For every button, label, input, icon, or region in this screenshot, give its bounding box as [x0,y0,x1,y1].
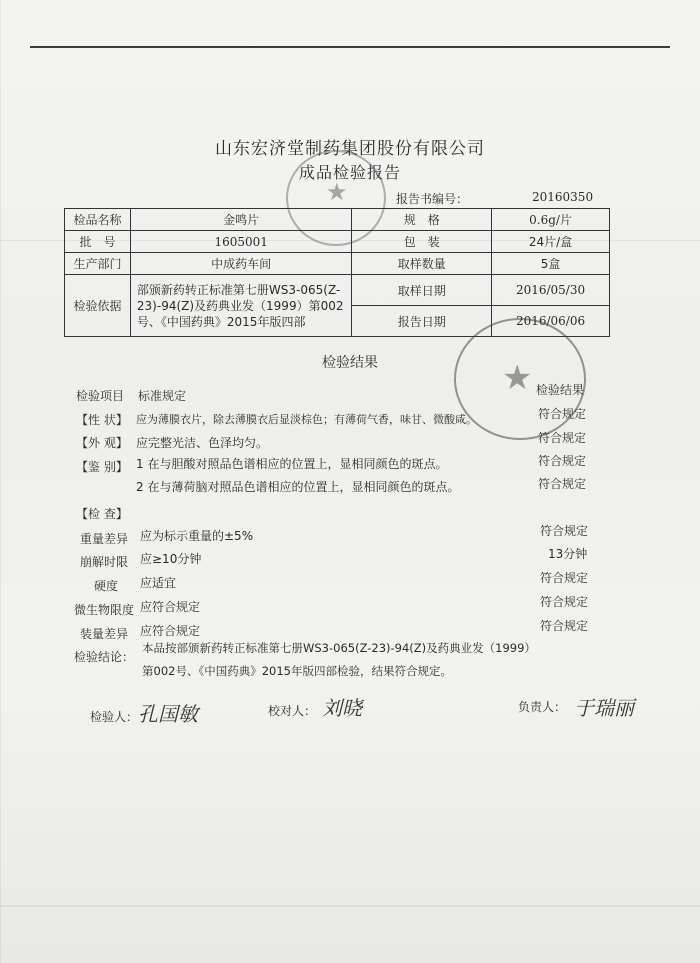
cell-dept: 中成药车间 [130,253,352,275]
check-header: 【检 查】 [76,507,128,521]
top-rule [30,46,670,48]
inspector-signature: 孔国敏 [138,702,198,726]
report-title: 成品检验报告 [298,163,401,182]
cell-product: 金鸣片 [130,209,352,231]
cell-report-date: 2016/06/06 [492,306,610,337]
row-item: 【性 状】 [76,413,128,427]
check-standard: 应符合规定 [140,600,201,614]
cell-label-basis: 检验依据 [65,275,131,337]
row-standard: 2 在与薄荷脑对照品色谱相应的位置上，显相同颜色的斑点。 [136,480,460,494]
cell-label-dept: 生产部门 [65,253,131,275]
check-standard: 应符合规定 [140,624,201,638]
check-standard: 应≥10分钟 [140,552,202,566]
cell-label-product: 检品名称 [65,209,131,231]
col-standard-header: 标准规定 [138,389,187,403]
col-result-header: 检验结果 [536,383,585,397]
check-result: 符合规定 [540,571,589,585]
paper-crease [0,905,700,907]
responsible-label: 负责人： [518,700,567,714]
company-name: 山东宏济堂制药集团股份有限公司 [215,139,485,159]
cell-sample-date: 2016/05/30 [492,275,610,306]
cell-label-package: 包 装 [352,231,492,253]
row-item: 【鉴 别】 [76,460,128,474]
check-result: 符合规定 [540,619,589,633]
check-item: 微生物限度 [74,603,135,617]
cell-label-spec: 规 格 [352,209,492,231]
check-result: 符合规定 [540,595,589,609]
cell-package: 24片/盒 [492,231,610,253]
inspector-label: 检验人： [90,710,139,724]
check-result: 符合规定 [540,524,589,538]
row-standard: 应完整光洁、色泽均匀。 [136,436,269,450]
cell-label-batch: 批 号 [65,231,131,253]
row-result: 符合规定 [538,407,587,421]
check-item: 硬度 [94,579,119,593]
row-result: 符合规定 [538,431,587,445]
report-no: 20160350 [532,190,594,204]
conclusion-line-2: 第002号、《中国药典》2015年版四部检验，结果符合规定。 [142,664,452,678]
check-standard: 应适宜 [140,576,177,590]
row-standard: 1 在与胆酸对照品色谱相应的位置上，显相同颜色的斑点。 [136,457,448,471]
checker-label: 校对人： [268,704,317,718]
row-result: 符合规定 [538,477,587,491]
row-item: 【外 观】 [76,436,128,450]
cell-sample-qty: 5盒 [492,253,610,275]
cell-spec: 0.6g/片 [492,209,610,231]
responsible-signature: 于瑞丽 [574,696,634,720]
conclusion-line-1: 本品按部颁新药转正标准第七册WS3-065(Z-23)-94(Z)及药典业发（1999） [142,641,536,655]
col-item-header: 检验项目 [76,389,125,403]
cell-batch: 1605001 [130,231,352,253]
report-no-label: 报告书编号： [396,192,469,206]
seal-star-icon: ★ [326,178,348,206]
seal-star-icon: ★ [502,358,533,398]
check-item: 装量差异 [80,627,129,641]
check-item: 崩解时限 [80,555,129,569]
checker-signature: 刘晓 [322,696,362,720]
row-result: 符合规定 [538,454,587,468]
check-item: 重量差异 [80,532,129,546]
results-title: 检验结果 [322,355,378,371]
cell-label-report-date: 报告日期 [352,306,492,337]
check-result: 13分钟 [548,547,588,561]
row-standard: 应为薄膜衣片，除去薄膜衣后显淡棕色；有薄荷气香，味甘、微酸咸。 [136,413,477,426]
cell-label-sample-qty: 取样数量 [352,253,492,275]
conclusion-label: 检验结论： [74,650,135,664]
cell-basis: 部颁新药转正标准第七册WS3-065(Z-23)-94(Z)及药典业发（1999）第002号、《中国药典》2015年版四部 [130,275,352,337]
check-standard: 应为标示重量的±5% [140,529,254,543]
cell-label-sample-date: 取样日期 [352,275,492,306]
